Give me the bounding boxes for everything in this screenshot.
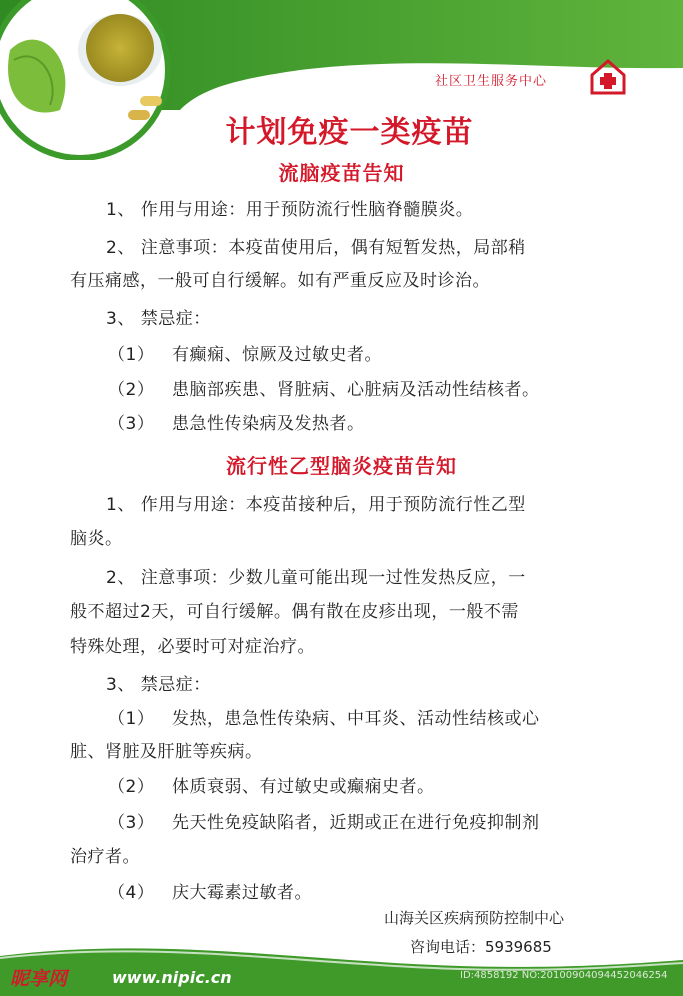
section1-line: 1、 作用与用途：用于预防流行性脑脊髓膜炎。	[106, 200, 474, 220]
section2-item: （2） 体质衰弱、有过敏史或癫痫史者。	[108, 777, 435, 797]
section2-line: 2、 注意事项：少数儿童可能出现一过性发热反应，一	[106, 568, 526, 588]
section2-line: 3、 禁忌症：	[106, 675, 211, 695]
section2-item: 脏、肾脏及肝脏等疾病。	[70, 742, 263, 762]
section2-item: （3） 先天性免疫缺陷者，近期或正在进行免疫抑制剂	[108, 813, 540, 833]
watermark-url: www.nipic.cn	[112, 968, 232, 987]
section1-line: 有压痛感，一般可自行缓解。如有严重反应及时诊治。	[70, 271, 490, 291]
section2-line: 特殊处理，必要时可对症治疗。	[70, 637, 315, 657]
section2-line: 脑炎。	[70, 529, 123, 549]
section1-item: （3） 患急性传染病及发热者。	[108, 414, 365, 434]
page-title: 计划免疫一类疫苗	[225, 115, 474, 150]
section2-item: 治疗者。	[70, 847, 140, 867]
section2-item: （1） 发热，患急性传染病、中耳炎、活动性结核或心	[108, 709, 540, 729]
section1-item: （1） 有癫痫、惊厥及过敏史者。	[108, 345, 382, 365]
footer-organization: 山海关区疾病预防控制中心	[384, 909, 565, 927]
section2-line: 1、 作用与用途：本疫苗接种后，用于预防流行性乙型	[106, 495, 526, 515]
red-cross-house-icon	[588, 57, 628, 97]
section1-heading: 流脑疫苗告知	[278, 161, 405, 185]
section1-line: 2、 注意事项：本疫苗使用后，偶有短暂发热，局部稍	[106, 238, 526, 258]
section2-line: 般不超过2天，可自行缓解。偶有散在皮疹出现，一般不需	[70, 602, 519, 622]
section1-item: （2） 患脑部疾患、肾脏病、心脏病及活动性结核者。	[108, 380, 540, 400]
footer-phone: 咨询电话：5939685	[410, 938, 552, 956]
watermark-id: ID:4858192 NO:20100904094452046254	[460, 970, 668, 981]
section2-item: （4） 庆大霉素过敏者。	[108, 883, 312, 903]
section1-line: 3、 禁忌症：	[106, 309, 211, 329]
community-health-center-label: 社区卫生服务中心	[435, 74, 548, 89]
section2-heading: 流行性乙型脑炎疫苗告知	[226, 454, 457, 478]
footer-background	[0, 936, 683, 996]
watermark-logo: 昵享网	[10, 968, 68, 990]
